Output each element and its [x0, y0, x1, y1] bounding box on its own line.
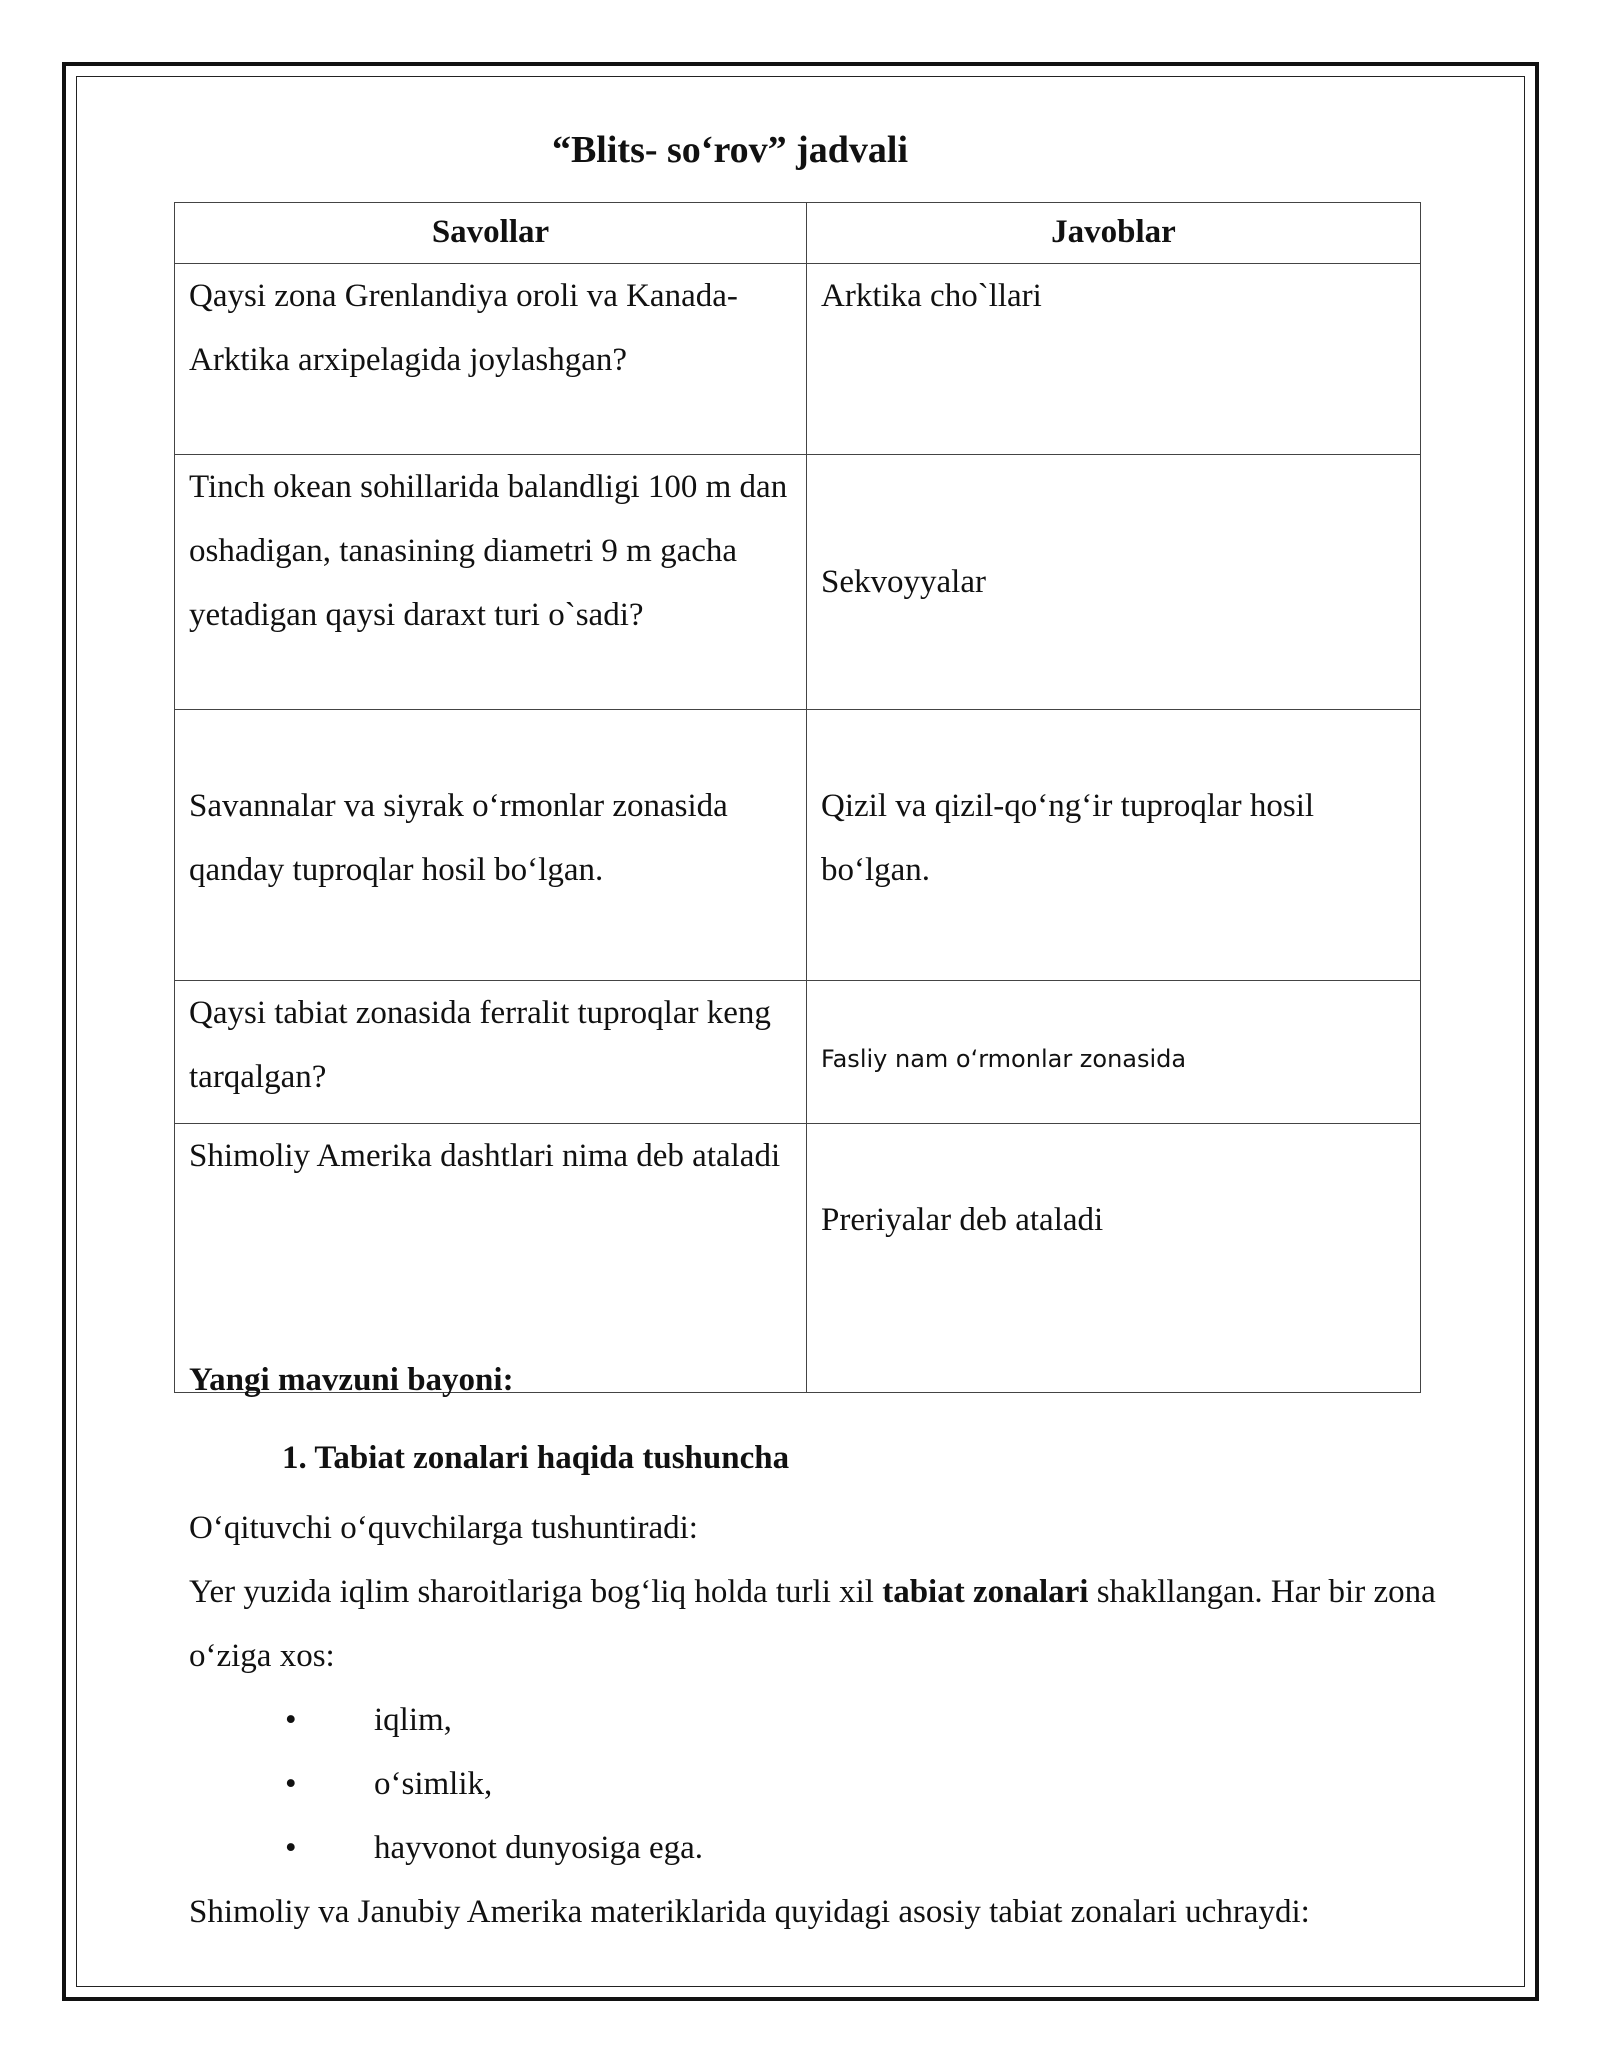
bullet-list — [189, 1688, 703, 1880]
bullet-icon: • — [285, 1702, 297, 1738]
table-row — [175, 1124, 1421, 1393]
bullet-icon: • — [285, 1830, 297, 1866]
answer-cell: Preriyalar deb ataladi — [807, 1124, 1421, 1393]
paragraph-bold-term: tabiat zonalari — [882, 1574, 1089, 1610]
question-cell: Tinch okean sohillarida balandligi 100 m dan oshadigan, tanasining diametri 9 m gacha yetadigan qaysi daraxt turi o`sadi? — [175, 455, 807, 710]
question-cell: Shimoliy Amerika dashtlari nima deb ataladi — [175, 1124, 807, 1393]
body-paragraph — [189, 1560, 1459, 1688]
table-row — [175, 710, 1421, 981]
blits-table — [174, 202, 1421, 1393]
closing-text: Shimoliy va Janubiy Amerika materiklarida quyidagi asosiy tabiat zonalari uchraydi: — [189, 1894, 1310, 1930]
table-title: “Blits- so‘rov” jadvali — [551, 129, 909, 171]
answer-cell: Fasliy nam o‘rmonlar zonasida — [807, 981, 1421, 1124]
paragraph-text: shakllangan. Har bir zona o‘ziga xos: — [189, 1574, 1436, 1674]
list-item — [189, 1688, 703, 1752]
intro-text: O‘qituvchi o‘quvchilarga tushuntiradi: — [189, 1510, 698, 1546]
list-item-text: iqlim, — [374, 1702, 452, 1738]
table-row — [175, 981, 1421, 1124]
answer-cell: Arktika cho`llari — [807, 264, 1421, 455]
sub-heading: 1. Tabiat zonalari haqida tushuncha — [282, 1440, 790, 1476]
table-row — [175, 264, 1421, 455]
answer-cell: Qizil va qizil-qo‘ng‘ir tuproqlar hosil bo‘lgan. — [807, 710, 1421, 981]
bullet-icon: • — [285, 1766, 297, 1802]
list-item-text: o‘simlik, — [374, 1766, 493, 1802]
question-cell: Savannalar va siyrak o‘rmonlar zonasida qanday tuproqlar hosil bo‘lgan. — [175, 710, 807, 981]
section-heading: Yangi mavzuni bayoni: — [189, 1362, 514, 1398]
header-questions: Savollar — [175, 203, 807, 264]
list-item — [189, 1752, 703, 1816]
paragraph-text: Yer yuzida iqlim sharoitlariga bog‘liq holda turli xil — [189, 1574, 883, 1610]
question-cell: Qaysi tabiat zonasida ferralit tuproqlar keng tarqalgan? — [175, 981, 807, 1124]
answer-cell: Sekvoyyalar — [807, 455, 1421, 710]
list-item — [189, 1816, 703, 1880]
list-item-text: hayvonot dunyosiga ega. — [374, 1830, 704, 1866]
header-answers: Javoblar — [807, 203, 1421, 264]
table-header-row — [175, 203, 1421, 264]
table-row — [175, 455, 1421, 710]
question-cell: Qaysi zona Grenlandiya oroli va Kanada-Arktika arxipelagida joylashgan? — [175, 264, 807, 455]
